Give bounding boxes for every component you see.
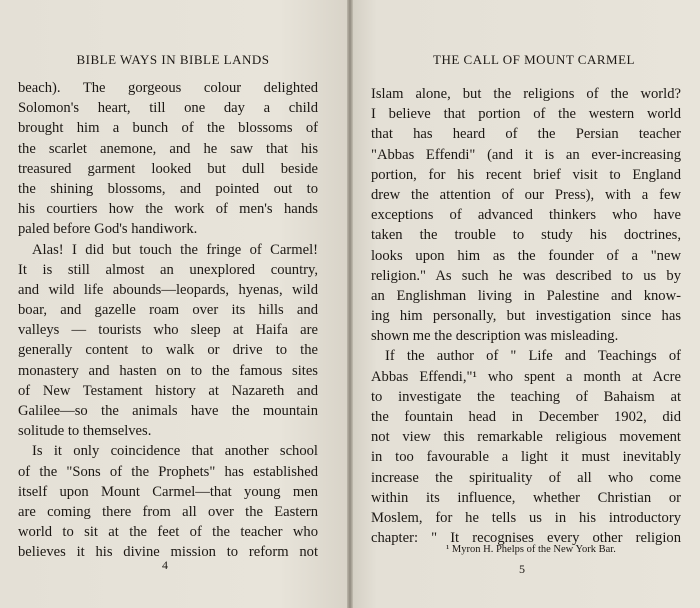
body-text bbox=[371, 84, 681, 548]
text-line: Abbas Effendi,"¹ who spent a month at Acre bbox=[371, 368, 681, 385]
text-line: religion." As such he was described to us by bbox=[371, 267, 681, 284]
text-line: If the author of " Life and Teachings of bbox=[385, 348, 681, 365]
text-line: "Abbas Effendi" (and it is an ever-increasing bbox=[371, 146, 681, 163]
text-line: ing him personally, but investigation since has bbox=[371, 308, 681, 325]
page-number: 5 bbox=[519, 562, 525, 576]
text-line: world to sit at the feet of the teacher who bbox=[18, 524, 318, 541]
text-line: I believe that portion of the western world bbox=[371, 106, 681, 123]
text-line: shown me the description was misleading. bbox=[371, 328, 619, 345]
footnote: ¹ Myron H. Phelps of the New York Bar. bbox=[446, 544, 616, 555]
text-line: within its influence, whether Christian or bbox=[371, 489, 681, 506]
text-line: the shining blossoms, and pointed out to bbox=[18, 180, 318, 197]
text-line: solitude to themselves. bbox=[18, 423, 152, 440]
text-line: of New Testament history at Nazareth and bbox=[18, 382, 318, 399]
text-line: an Englishman living in Palestine and know- bbox=[371, 287, 681, 304]
text-line: not view this remarkable religious movement bbox=[371, 429, 681, 446]
text-line: are coming there from all over the Eastern bbox=[18, 503, 318, 520]
text-line: increase the spirituality of all who come bbox=[371, 469, 681, 486]
text-line: beach). The gorgeous colour delighted bbox=[18, 80, 318, 96]
text-line: Islam alone, but the religions of the world? bbox=[371, 86, 681, 102]
running-head: THE CALL OF MOUNT CARMEL bbox=[433, 52, 635, 67]
text-line: itself upon Mount Carmel—that young men bbox=[18, 483, 318, 500]
text-line: the fountain head in December 1902, did bbox=[371, 409, 681, 425]
right-page bbox=[349, 0, 700, 608]
text-line: It is still almost an unexplored country, bbox=[18, 261, 318, 278]
text-line: looks upon him as the founder of a "new bbox=[371, 247, 681, 264]
text-line: Moslem, for he tells us in his introductory bbox=[371, 509, 681, 526]
text-line: the scarlet anemone, and he saw that his bbox=[18, 140, 318, 157]
text-line: valleys — tourists who sleep at Haifa are bbox=[18, 322, 318, 339]
text-line: taken the trouble to study his doctrines, bbox=[371, 227, 681, 244]
text-line: in too favourable a light it must inevitably bbox=[371, 449, 681, 466]
text-line: Galilee—so the animals have the mountain bbox=[18, 403, 318, 419]
text-line: brought him a bunch of the blossoms of bbox=[18, 120, 318, 137]
text-line: his courtiers how the work of men's hands bbox=[18, 201, 318, 218]
body-text bbox=[18, 78, 318, 563]
text-line: believes it his divine mission to reform not bbox=[18, 544, 318, 561]
text-line: chapter: " It recognises every other religion bbox=[371, 530, 681, 547]
page-number: 4 bbox=[162, 558, 168, 572]
text-line: boar, and gazelle roam over its hills and bbox=[18, 302, 318, 319]
text-line: and wild life abounds—leopards, hyenas, wild bbox=[18, 281, 318, 298]
text-line: drew the attention of our Press), with a few bbox=[371, 186, 681, 203]
text-line: that has heard of the Persian teacher bbox=[371, 126, 681, 143]
text-line: monastery and hasten on to the famous sites bbox=[18, 362, 318, 379]
text-line: Solomon's heart, till one day a child bbox=[18, 100, 318, 117]
text-line: paled before God's handiwork. bbox=[18, 221, 198, 238]
text-line: Alas! I did but touch the fringe of Carmel! bbox=[32, 241, 318, 258]
text-line: treasured garment looked but dull beside bbox=[18, 160, 318, 177]
text-line: exceptions of advanced thinkers who have bbox=[371, 207, 681, 224]
running-head: BIBLE WAYS IN BIBLE LANDS bbox=[76, 52, 270, 67]
left-page bbox=[0, 0, 349, 608]
text-line: of the "Sons of the Prophets" has established bbox=[18, 463, 318, 480]
text-line: Is it only coincidence that another school bbox=[32, 443, 318, 460]
text-line: portion, for his recent brief visit to England bbox=[371, 166, 681, 183]
text-line: generally content to walk or drive to the bbox=[18, 342, 318, 359]
book-gutter bbox=[347, 0, 353, 608]
text-line: to investigate the teaching of Bahaism at bbox=[371, 388, 681, 405]
